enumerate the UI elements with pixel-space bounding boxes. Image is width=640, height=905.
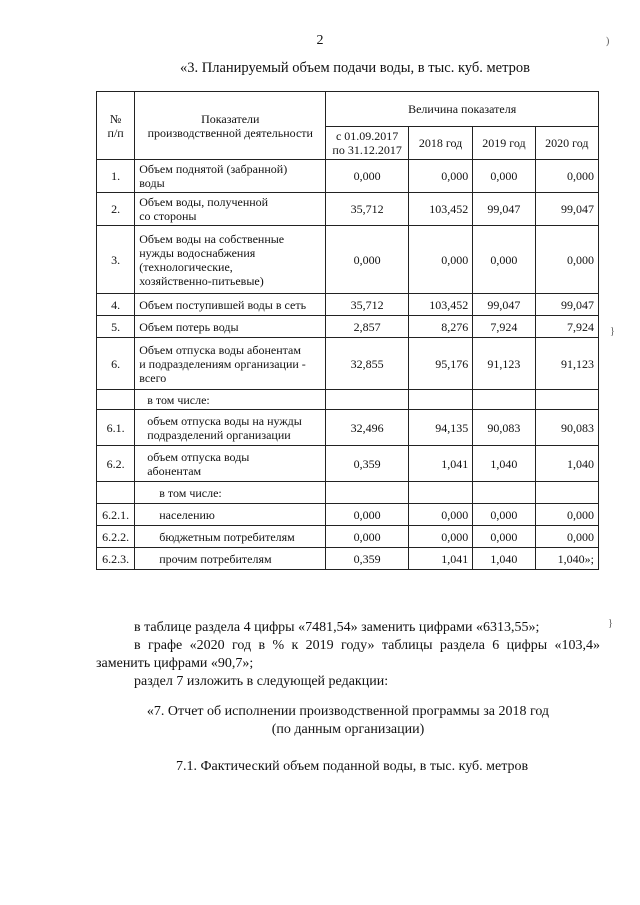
table-row xyxy=(97,338,599,390)
row-value-3: 7,924 xyxy=(535,316,598,338)
row-value-1: 1,041 xyxy=(408,548,472,570)
table-row xyxy=(97,526,599,548)
row-value-0: 0,000 xyxy=(326,160,408,193)
amendment-heading xyxy=(96,703,600,739)
header-period-0: с 01.09.2017 по 31.12.2017 xyxy=(326,127,408,160)
header-value-group: Величина показателя xyxy=(326,92,599,127)
scan-mark: ) xyxy=(606,36,610,47)
row-value-2: 0,000 xyxy=(473,160,535,193)
row-value-3: 0,000 xyxy=(535,504,598,526)
row-value-2 xyxy=(473,482,535,504)
scan-mark: } xyxy=(608,618,613,629)
header-period-3: 2020 год xyxy=(535,127,598,160)
amendment-heading-line1: «7. Отчет об исполнении производственной программы за 2018 год xyxy=(146,704,550,719)
table-row xyxy=(97,160,599,193)
row-value-0: 0,000 xyxy=(326,504,408,526)
row-number: 2. xyxy=(97,193,135,226)
row-value-3: 90,083 xyxy=(535,410,598,446)
row-value-0: 0,000 xyxy=(326,226,408,294)
row-number: 6.1. xyxy=(97,410,135,446)
paragraph-1: в таблице раздела 4 цифры «7481,54» заменить цифрами «6313,55»; xyxy=(134,620,540,635)
row-value-1 xyxy=(408,482,472,504)
table-row xyxy=(97,410,599,446)
row-value-2: 1,040 xyxy=(473,548,535,570)
page-number: 2 xyxy=(316,33,324,48)
header-indicator: Показатели производственной деятельности xyxy=(135,92,326,160)
row-value-1: 0,000 xyxy=(408,504,472,526)
row-value-2: 1,040 xyxy=(473,446,535,482)
row-value-2: 99,047 xyxy=(473,294,535,316)
table-row xyxy=(97,316,599,338)
row-value-2: 0,000 xyxy=(473,226,535,294)
sub-heading: 7.1. Фактический объем поданной воды, в тыс. куб. метров xyxy=(176,759,529,774)
row-value-2: 91,123 xyxy=(473,338,535,390)
row-value-1: 1,041 xyxy=(408,446,472,482)
row-number: 4. xyxy=(97,294,135,316)
row-indicator: объем отпуска воды на нужды подразделений организации xyxy=(135,410,326,446)
row-number xyxy=(97,482,135,504)
row-value-3: 91,123 xyxy=(535,338,598,390)
paragraph-3: раздел 7 изложить в следующей редакции: xyxy=(134,674,389,689)
table-row xyxy=(97,226,599,294)
row-indicator: в том числе: xyxy=(135,390,326,410)
row-value-3: 0,000 xyxy=(535,526,598,548)
table-row xyxy=(97,294,599,316)
row-number xyxy=(97,390,135,410)
table-row xyxy=(97,548,599,570)
row-value-1: 94,135 xyxy=(408,410,472,446)
row-indicator: бюджетным потребителям xyxy=(135,526,326,548)
row-value-3 xyxy=(535,482,598,504)
row-value-1 xyxy=(408,390,472,410)
row-value-0: 35,712 xyxy=(326,193,408,226)
row-number: 1. xyxy=(97,160,135,193)
row-value-1: 0,000 xyxy=(408,160,472,193)
row-value-3: 0,000 xyxy=(535,226,598,294)
amendment-heading-line2: (по данным организации) xyxy=(271,722,425,737)
table-row xyxy=(97,482,599,504)
table-row xyxy=(97,446,599,482)
row-value-0: 32,496 xyxy=(326,410,408,446)
row-value-2: 0,000 xyxy=(473,526,535,548)
row-indicator: Объем потерь воды xyxy=(135,316,326,338)
header-num: № п/п xyxy=(97,92,135,160)
row-indicator: в том числе: xyxy=(135,482,326,504)
row-value-3: 99,047 xyxy=(535,294,598,316)
row-value-2: 0,000 xyxy=(473,504,535,526)
row-value-1: 103,452 xyxy=(408,193,472,226)
water-supply-table xyxy=(96,91,599,570)
paragraph-2: в графе «2020 год в % к 2019 году» таблицы раздела 6 цифры «103,4» заменить цифрами «90,7»; xyxy=(96,638,600,671)
row-indicator: Объем поступившей воды в сеть xyxy=(135,294,326,316)
row-value-0: 0,000 xyxy=(326,526,408,548)
row-value-0: 32,855 xyxy=(326,338,408,390)
row-indicator: прочим потребителям xyxy=(135,548,326,570)
row-value-0: 35,712 xyxy=(326,294,408,316)
row-number: 3. xyxy=(97,226,135,294)
row-value-0 xyxy=(326,482,408,504)
row-value-3: 1,040»; xyxy=(535,548,598,570)
row-indicator: Объем воды, полученной со стороны xyxy=(135,193,326,226)
row-value-2: 90,083 xyxy=(473,410,535,446)
table-row xyxy=(97,193,599,226)
row-value-1: 103,452 xyxy=(408,294,472,316)
row-value-2: 7,924 xyxy=(473,316,535,338)
header-period-2: 2019 год xyxy=(473,127,535,160)
section-title: «3. Планируемый объем подачи воды, в тыс. куб. метров xyxy=(180,60,530,76)
row-value-0: 2,857 xyxy=(326,316,408,338)
row-indicator: объем отпуска воды абонентам xyxy=(135,446,326,482)
row-value-1: 8,276 xyxy=(408,316,472,338)
row-value-1: 0,000 xyxy=(408,226,472,294)
row-value-2 xyxy=(473,390,535,410)
row-value-2: 99,047 xyxy=(473,193,535,226)
row-value-3: 0,000 xyxy=(535,160,598,193)
row-number: 6.2.3. xyxy=(97,548,135,570)
row-value-3 xyxy=(535,390,598,410)
table-row xyxy=(97,504,599,526)
row-number: 6.2. xyxy=(97,446,135,482)
row-indicator: Объем воды на собственные нужды водоснабжения (технологические, хозяйственно-питьевые) xyxy=(135,226,326,294)
row-value-0: 0,359 xyxy=(326,446,408,482)
row-value-0: 0,359 xyxy=(326,548,408,570)
row-value-1: 95,176 xyxy=(408,338,472,390)
table-row xyxy=(97,390,599,410)
row-number: 6. xyxy=(97,338,135,390)
row-value-1: 0,000 xyxy=(408,526,472,548)
row-indicator: Объем отпуска воды абонентам и подразделениям организации - всего xyxy=(135,338,326,390)
row-value-3: 99,047 xyxy=(535,193,598,226)
row-value-0 xyxy=(326,390,408,410)
row-number: 5. xyxy=(97,316,135,338)
row-number: 6.2.2. xyxy=(97,526,135,548)
row-indicator: Объем поднятой (забранной) воды xyxy=(135,160,326,193)
row-indicator: населению xyxy=(135,504,326,526)
row-number: 6.2.1. xyxy=(97,504,135,526)
header-period-1: 2018 год xyxy=(408,127,472,160)
scan-mark: } xyxy=(610,326,615,337)
row-value-3: 1,040 xyxy=(535,446,598,482)
